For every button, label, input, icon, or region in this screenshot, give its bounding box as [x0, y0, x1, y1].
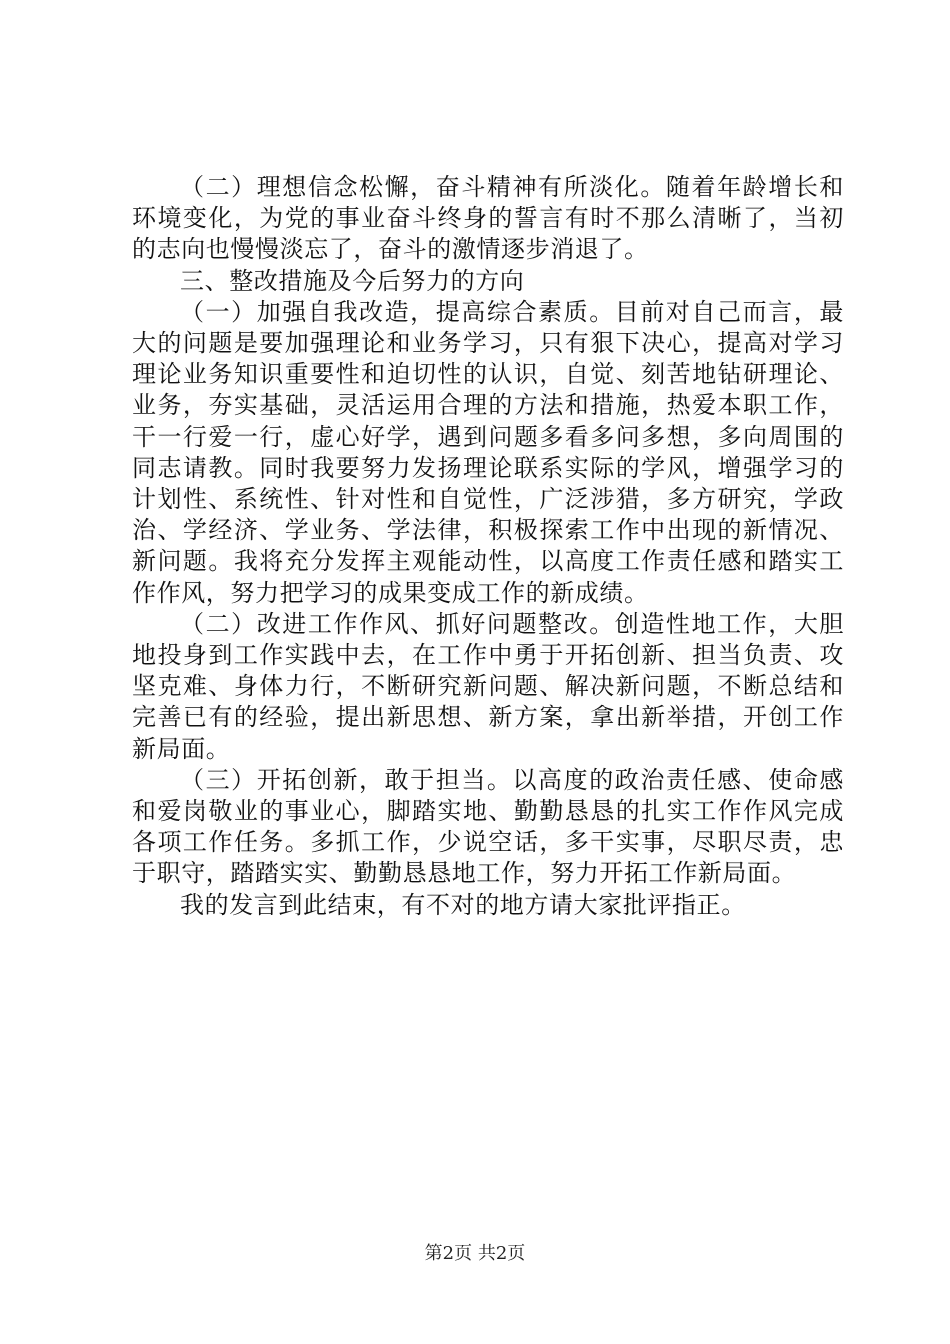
paragraph-innovation: （三）开拓创新，敢于担当。以高度的政治责任感、使命感和爱岗敬业的事业心，脚踏实地、勤勤恳恳的扎实工作作风完成各项工作任务。多抓工作，少说空话，多干实事，尽职尽责，忠于职守，踏踏实实、勤勤恳恳地工作，努力开拓工作新局面。	[132, 765, 844, 888]
paragraph-closing: 我的发言到此结束，有不对的地方请大家批评指正。	[180, 890, 746, 919]
paragraph-ideals-slackened: （二）理想信念松懈，奋斗精神有所淡化。随着年龄增长和环境变化，为党的事业奋斗终身的誓言有时不那么清晰了，当初的志向也慢慢淡忘了，奋斗的激情逐步消退了。	[132, 173, 844, 264]
page-number-footer: 第2页 共2页	[424, 1243, 526, 1264]
paragraph-self-improvement: （一）加强自我改造，提高综合素质。目前对自己而言，最大的问题是要加强理论和业务学习，只有狠下决心，提高对学习理论业务知识重要性和迫切性的认识，自觉、刻苦地钻研理论、业务，夯实基础，灵活运用合理的方法和措施，热爱本职工作，干一行爱一行，虚心好学，遇到问题多看多问多想，多向周围的同志请教。同时我要努力发扬理论联系实际的学风，增强学习的计划性、系统性、针对性和自觉性，广泛涉猎，多方研究，学政治、学经济、学业务、学法律，积极探索工作中出现的新情况、新问题。我将充分发挥主观能动性，以高度工作责任感和踏实工作作风，努力把学习的成果变成工作的新成绩。	[132, 297, 844, 607]
paragraph-work-style: （二）改进工作作风、抓好问题整改。创造性地工作，大胆地投身到工作实践中去，在工作中勇于开拓创新、担当负责、攻坚克难、身体力行，不断研究新问题、解决新问题，不断总结和完善已有的经验，提出新思想、新方案，拿出新举措，开创工作新局面。	[132, 609, 844, 763]
section-heading-rectification: 三、整改措施及今后努力的方向	[180, 266, 525, 295]
document-body	[132, 172, 844, 921]
